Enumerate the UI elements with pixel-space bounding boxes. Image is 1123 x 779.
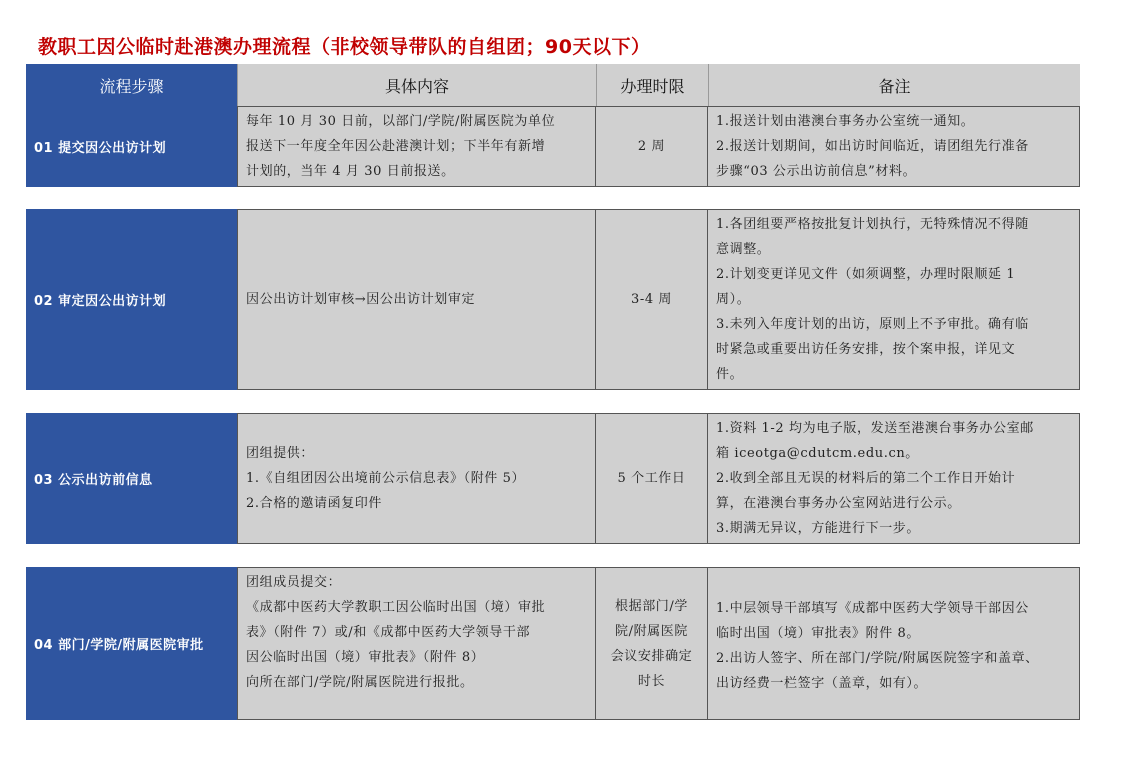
content-line: 每年 10 月 30 日前，以部门/学院/附属医院为单位 <box>246 114 556 129</box>
notes-line: 件。 <box>716 367 744 382</box>
time-cell <box>596 209 708 390</box>
header-time: 办理时限 <box>596 64 708 106</box>
table-row <box>26 106 1080 184</box>
notes-line: 3.未列入年度计划的出访，原则上不予审批。确有临 <box>716 317 1029 332</box>
time-line: 会议安排确定 <box>610 649 693 664</box>
step-label: 04 部门/学院/附属医院审批 <box>26 567 237 720</box>
time-line: 2 周 <box>637 139 666 154</box>
notes-line: 1.报送计划由港澳台事务办公室统一通知。 <box>716 114 975 129</box>
notes-line: 1.各团组要严格按批复计划执行，无特殊情况不得随 <box>716 217 1029 232</box>
notes-line: 3.期满无异议，方能进行下一步。 <box>716 521 921 536</box>
time-line: 院/附属医院 <box>615 624 688 639</box>
notes-line: 时紧急或重要出访任务安排，按个案申报，详见文 <box>716 342 1016 357</box>
content-cell <box>237 209 596 390</box>
content-line: 因公临时出国（境）审批表》（附件 8） <box>246 650 485 665</box>
table-row <box>26 567 1080 720</box>
notes-line: 1.中层领导干部填写《成都中医药大学领导干部因公 <box>716 601 1029 616</box>
content-line: 表》（附件 7）或/和《成都中医药大学领导干部 <box>246 625 531 640</box>
content-line: 向所在部门/学院/附属医院进行报批。 <box>246 675 474 690</box>
table-row <box>26 209 1080 388</box>
notes-line: 算，在港澳台事务办公室网站进行公示。 <box>716 496 961 511</box>
content-line: 因公出访计划审核→因公出访计划审定 <box>246 292 476 307</box>
time-line: 5 个工作日 <box>617 471 686 486</box>
notes-cell <box>708 106 1080 187</box>
notes-line: 2.出访人签字、所在部门/学院/附属医院签字和盖章、 <box>716 651 1039 666</box>
content-cell <box>237 567 596 720</box>
content-cell <box>237 413 596 544</box>
notes-line: 2.报送计划期间，如出访时间临近，请团组先行准备 <box>716 139 1029 154</box>
time-line: 时长 <box>637 674 666 689</box>
content-line: 2.合格的邀请函复印件 <box>246 496 383 511</box>
page-title: 教职工因公临时赴港澳办理流程（非校领导带队的自组团；90天以下） <box>38 36 651 58</box>
time-line: 3-4 周 <box>630 292 673 307</box>
time-line: 根据部门/学 <box>615 599 688 614</box>
time-cell <box>596 106 708 187</box>
time-cell <box>596 567 708 720</box>
table-header <box>26 64 1080 106</box>
header-content: 具体内容 <box>237 64 596 106</box>
content-line: 《成都中医药大学教职工因公临时出国（境）审批 <box>246 600 546 615</box>
content-line: 1.《自组团因公出境前公示信息表》（附件 5） <box>246 471 526 486</box>
content-line: 团组成员提交： <box>246 575 342 590</box>
content-line: 报送下一年度全年因公赴港澳计划；下半年有新增 <box>246 139 546 154</box>
notes-cell <box>708 567 1080 720</box>
header-step: 流程步骤 <box>26 64 237 106</box>
notes-line: 1.资料 1-2 均为电子版，发送至港澳台事务办公室邮 <box>716 421 1034 436</box>
notes-line: 步骤“03 公示出访前信息”材料。 <box>716 164 917 179</box>
step-label: 02 审定因公出访计划 <box>26 209 237 390</box>
notes-line: 临时出国（境）审批表》附件 8。 <box>716 626 921 641</box>
notes-line: 出访经费一栏签字（盖章，如有）。 <box>716 676 928 691</box>
time-cell <box>596 413 708 544</box>
step-label: 01 提交因公出访计划 <box>26 106 237 187</box>
notes-line: 意调整。 <box>716 242 771 257</box>
notes-line: 2.计划变更详见文件（如须调整，办理时限顺延 1 <box>716 267 1016 282</box>
header-notes: 备注 <box>708 64 1080 106</box>
table-row <box>26 413 1080 544</box>
step-label: 03 公示出访前信息 <box>26 413 237 544</box>
content-cell <box>237 106 596 187</box>
notes-cell <box>708 413 1080 544</box>
notes-line: 2.收到全部且无误的材料后的第二个工作日开始计 <box>716 471 1016 486</box>
notes-cell <box>708 209 1080 390</box>
notes-line: 周）。 <box>716 292 751 307</box>
content-line: 团组提供： <box>246 446 315 461</box>
content-line: 计划的，当年 4 月 30 日前报送。 <box>246 164 455 179</box>
notes-line: 箱 iceotga@cdutcm.edu.cn。 <box>716 446 919 461</box>
